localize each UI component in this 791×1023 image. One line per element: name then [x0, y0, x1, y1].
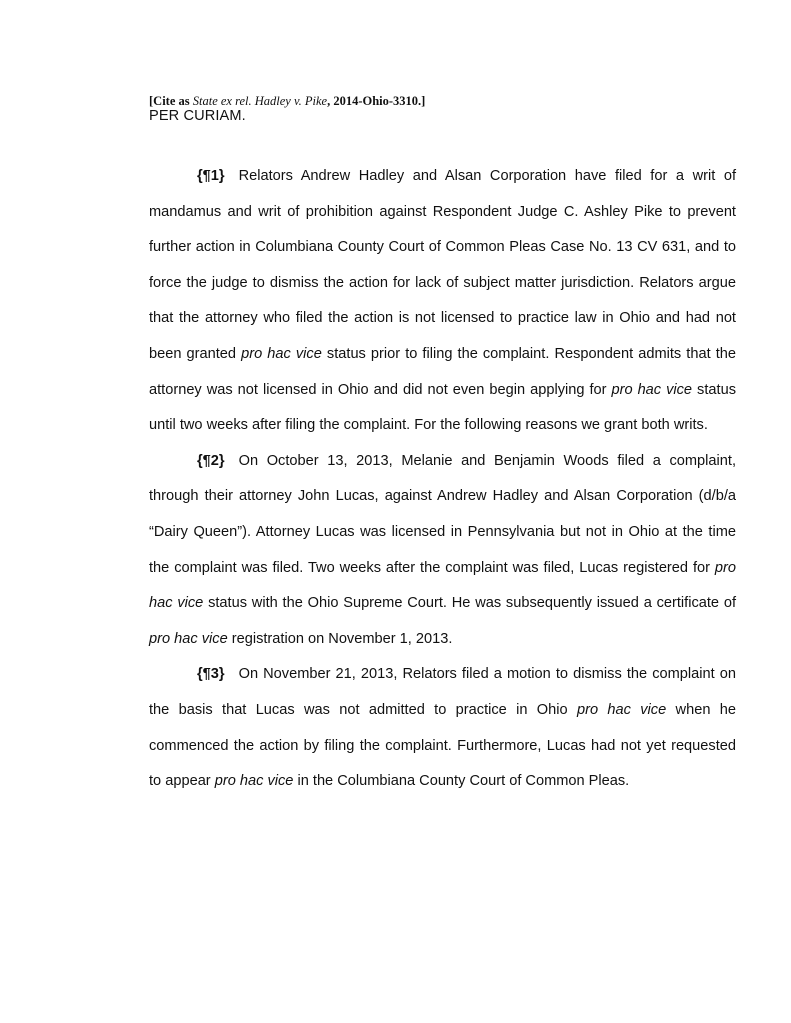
- paragraph-3: [149, 657, 736, 799]
- italic-term: pro hac vice: [214, 773, 294, 790]
- italic-term: pro hac vice: [149, 630, 228, 647]
- paragraph-text: [149, 666, 736, 789]
- citation-suffix: , 2014-Ohio-3310.]: [327, 94, 426, 108]
- text-run: registration on November 1, 2013.: [227, 630, 453, 647]
- text-run: when he commenced the action by filing the complaint. Furthermore, Lucas had not yet requested to appear: [149, 701, 737, 790]
- paragraph-number: {¶3}: [197, 666, 225, 683]
- text-run: On November 21, 2013, Relators filed a motion to dismiss the complaint on the basis that Lucas was not admitted to practice in Ohio: [149, 666, 736, 718]
- italic-term: pro hac vice: [611, 381, 693, 398]
- text-run: status with the Ohio Supreme Court. He was subsequently issued a certificate of: [203, 595, 737, 612]
- italic-term: pro hac vice: [241, 345, 322, 362]
- text-run: Relators Andrew Hadley and Alsan Corporation have filed for a writ of mandamus and writ of prohibition against Respondent Judge C. Ashley Pike to prevent further action in Columbiana County Court of Common Pleas Case No. 13 CV 631, and to force the judge to dismiss the action for lack of subject matter jurisdiction. Relators argue that the attorney who filed the action is not licensed to practice law in Ohio and had not been granted: [149, 168, 736, 362]
- paragraph-text: [149, 453, 736, 647]
- opinion-body: [149, 159, 736, 800]
- citation-case-name: State ex rel. Hadley v. Pike: [192, 94, 328, 108]
- citation-prefix: [Cite as: [149, 94, 193, 108]
- paragraph-2: [149, 444, 736, 658]
- paragraph-number: {¶1}: [197, 168, 225, 184]
- text-run: On October 13, 2013, Melanie and Benjamin Woods filed a complaint, through their attorney John Lucas, against Andrew Hadley and Alsan Corporation (d/b/a “Dairy Queen”). Attorney Lucas was licensed in Pennsylvania but not in Ohio at the time the complaint was filed. Two weeks after the complaint was filed, Lucas registered for: [149, 452, 736, 576]
- italic-term: pro hac vice: [576, 701, 667, 718]
- text-run: status prior to filing the complaint. Respondent admits that the attorney was not licensed in Ohio and did not even begin applying for: [149, 345, 737, 398]
- paragraph-text: [149, 168, 736, 433]
- italic-term: pro hac vice: [149, 559, 736, 612]
- paragraph-1: [149, 159, 736, 444]
- text-run: status until two weeks after filing the complaint. For the following reasons we grant both writs.: [149, 381, 736, 434]
- citation-header: [149, 94, 425, 108]
- paragraph-number: {¶2}: [197, 452, 225, 469]
- author-line: PER CURIAM.: [149, 108, 246, 124]
- text-run: in the Columbiana County Court of Common Pleas.: [293, 773, 630, 790]
